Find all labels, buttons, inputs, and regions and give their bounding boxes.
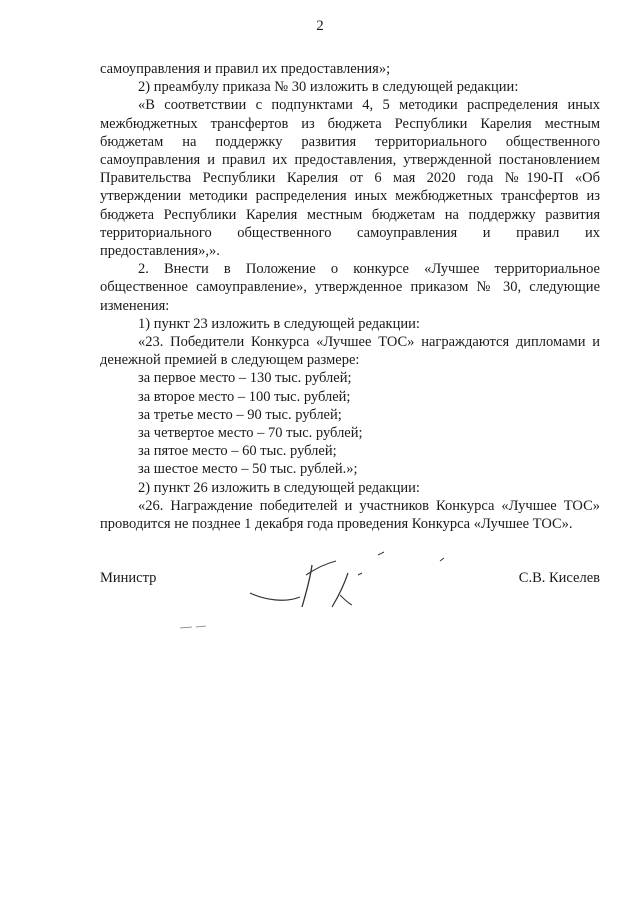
signature-block <box>100 570 600 600</box>
page-number: 2 <box>316 18 324 34</box>
signatory-title: Министр <box>100 570 157 586</box>
paragraph: «В соответствии с подпунктами 4, 5 методики распределения иных межбюджетных трансфертов из бюджета Республики Карелия местным бюджетам на поддержку развития территориального общественного самоуправления и правил их предоставления, утвержденной постановлением Правительства Республики Карелия от 6 мая 2020 года №190-П «Об утверждении методики распределения иных межбюджетных трансфертов из бюджета Республики Карелия местным бюджетам на поддержку развития территориального общественного самоуправления и правил их предоставления»,». <box>100 97 600 260</box>
prize-list-item: за шестое место – 50 тыс. рублей.»; <box>138 461 358 478</box>
paragraph: 2. Внести в Положение о конкурсе «Лучшее территориальное общественное самоуправление», утвержденное приказом № 30, следующие изменения: <box>100 261 600 314</box>
document-body <box>100 60 600 533</box>
prize-list-item: за второе место – 100 тыс. рублей; <box>138 388 351 405</box>
prize-list-item: за первое место – 130 тыс. рублей; <box>138 370 352 387</box>
prize-list-item: за третье место – 90 тыс. рублей; <box>138 406 342 423</box>
paragraph: «26. Награждение победителей и участников Конкурса «Лучшее ТОС» проводится не позднее 1 декабря года проведения Конкурса «Лучшее ТОС». <box>100 497 600 533</box>
prize-list-item: за пятое место – 60 тыс. рублей; <box>138 443 337 460</box>
paragraph: 2) преамбулу приказа № 30 изложить в следующей редакции: <box>138 79 519 96</box>
paragraph: «23. Победители Конкурса «Лучшее ТОС» награждаются дипломами и денежной премией в следующем размере: <box>100 334 600 369</box>
paragraph: самоуправления и правил их предоставления»; <box>100 61 391 77</box>
signatory-name: С.В. Киселев <box>518 570 600 586</box>
paragraph: 1) пункт 23 изложить в следующей редакции: <box>138 315 420 332</box>
pen-mark <box>178 622 218 632</box>
prize-list-item: за четвертое место – 70 тыс. рублей; <box>138 425 363 442</box>
paragraph: 2) пункт 26 изложить в следующей редакции: <box>138 479 420 496</box>
